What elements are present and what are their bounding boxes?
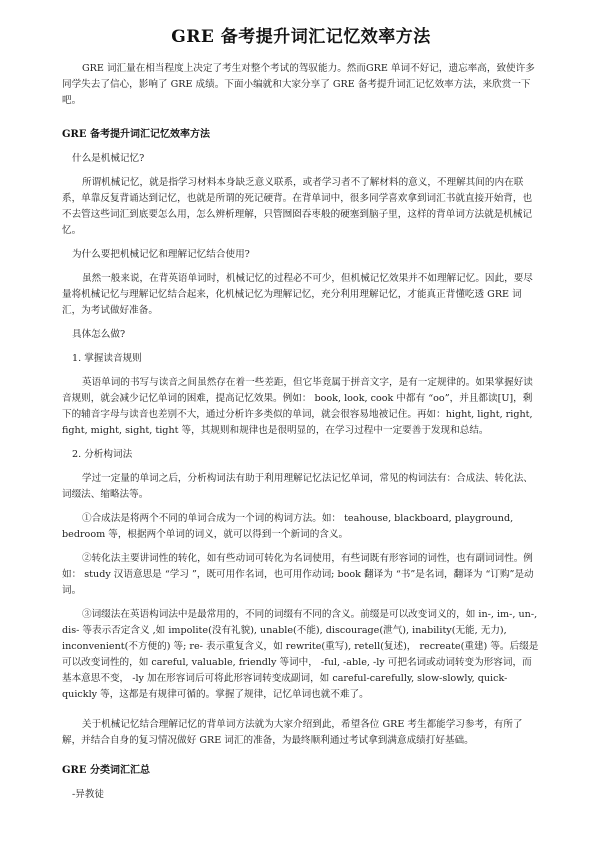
question-how-to: 具体怎么做? <box>72 329 126 340</box>
paragraph-pronunciation: 英语单词的书写与读音之间虽然存在着一些差距，但它毕竟属于拼音文字，是有一定规律的。如果掌握好读音规则，就会减少记忆单词的困难，提高记忆效果。例如： book, look, cook 中都有 “oo”，并且都读[U]，剩下的辅音字母与读音也差别不大，通过分析许多类似的单词，就会很容易地被记住。再如：hight, light, right, fight, might, sight, tight 等，其规则和规律也是很明显的，在学习过程中一定要善于发现和总结。 <box>62 377 533 436</box>
paragraph-rote-memory: 所谓机械记忆，就是指学习材料本身缺乏意义联系，或者学习者不了解材料的意义，不理解其间的内在联系，单靠反复背诵达到记忆，也就是所谓的死记硬背。在背单词中，很多同学喜欢拿到词汇书就直接开始背，也不去管这些词汇到底要怎么用，怎么辨析理解，只管囫囵吞枣般的硬塞到脑子里，这样的背单词方法就是机械记忆。 <box>62 177 533 236</box>
step-pronunciation-rules: 1. 掌握读音规则 <box>72 353 142 364</box>
page-title: GRE 备考提升词汇记忆效率方法 <box>171 27 431 47</box>
intro-paragraph: GRE 词汇量在相当程度上决定了考生对整个考试的驾驭能力。然而GRE 单词不好记，遗忘率高，致使许多同学失去了信心，影响了 GRE 成绩。下面小编就和大家分享了 GRE 备考提升词汇记忆效率方法，来欣赏一下吧。 <box>62 63 535 106</box>
section-heading-methods: GRE 备考提升词汇记忆效率方法 <box>62 129 210 140</box>
step-word-formation: 2. 分析构词法 <box>72 449 133 460</box>
question-what-is-rote: 什么是机械记忆? <box>72 153 145 164</box>
paragraph-affixation: ③词缀法在英语构词法中是最常用的，不同的词缀有不同的含义。前缀是可以改变词义的，如 in-, im-, un-, dis- 等表示否定含义 ,如 impolite(没有礼貌), unable(不能), discourage(泄气), inability(无能, 无力), inconvenient(不方便的) 等; re- 表示重复含义，如 rewrite(重写), retell(复述)， recreate(重建) 等。后缀是可以改变词性的，如 careful, valuable, friendly 等词中， -ful, -able, -ly 可把名词或动词转变为形容词，而基本意思不变， -ly 加在形容词后可将此形容词转变成副词，如 careful-carefully, slow-slowly, quick-quickly 等，这都是有规律可循的。掌握了规律，记忆单词也就不难了。 <box>62 609 539 700</box>
question-why-combine: 为什么要把机械记忆和理解记忆结合使用? <box>72 249 250 260</box>
paragraph-combine: 虽然一般来说，在背英语单词时，机械记忆的过程必不可少，但机械记忆效果并不如理解记忆。因此，要尽量将机械记忆与理解记忆结合起来，化机械记忆为理解记忆，充分利用理解记忆，才能真正背懂吃透 GRE 词汇，为考试做好准备。 <box>62 273 533 316</box>
paragraph-word-formation: 学过一定量的单词之后，分析构词法有助于利用理解记忆法记忆单词，常见的构词法有：合成法、转化法、词缀法、缩略法等。 <box>62 473 533 500</box>
paragraph-conclusion: 关于机械记忆结合理解记忆的背单词方法就为大家介绍到此，希望各位 GRE 考生都能学习参考，有所了解，并结合自身的复习情况做好 GRE 词汇的准备，为最终顺利通过考试拿到满意成绩打好基础。 <box>62 719 523 746</box>
section-heading-vocab: GRE 分类词汇汇总 <box>62 765 150 776</box>
paragraph-compounding: ①合成法是将两个不同的单词合成为一个词的构词方法。如： teahouse, blackboard, playground, bedroom 等，根据两个单词的词义，就可以得到一个新词的含义。 <box>62 513 514 540</box>
paragraph-conversion: ②转化法主要讲词性的转化，如有些动词可转化为名词使用，有些词既有形容词的词性，也有副词词性。例如： study 汉语意思是 “学习 ”，既可用作名词，也可用作动词; book 翻译为 “书”是名词，翻译为 “订购”是动词。 <box>62 553 534 596</box>
vocab-item: -异教徒 <box>72 789 105 800</box>
